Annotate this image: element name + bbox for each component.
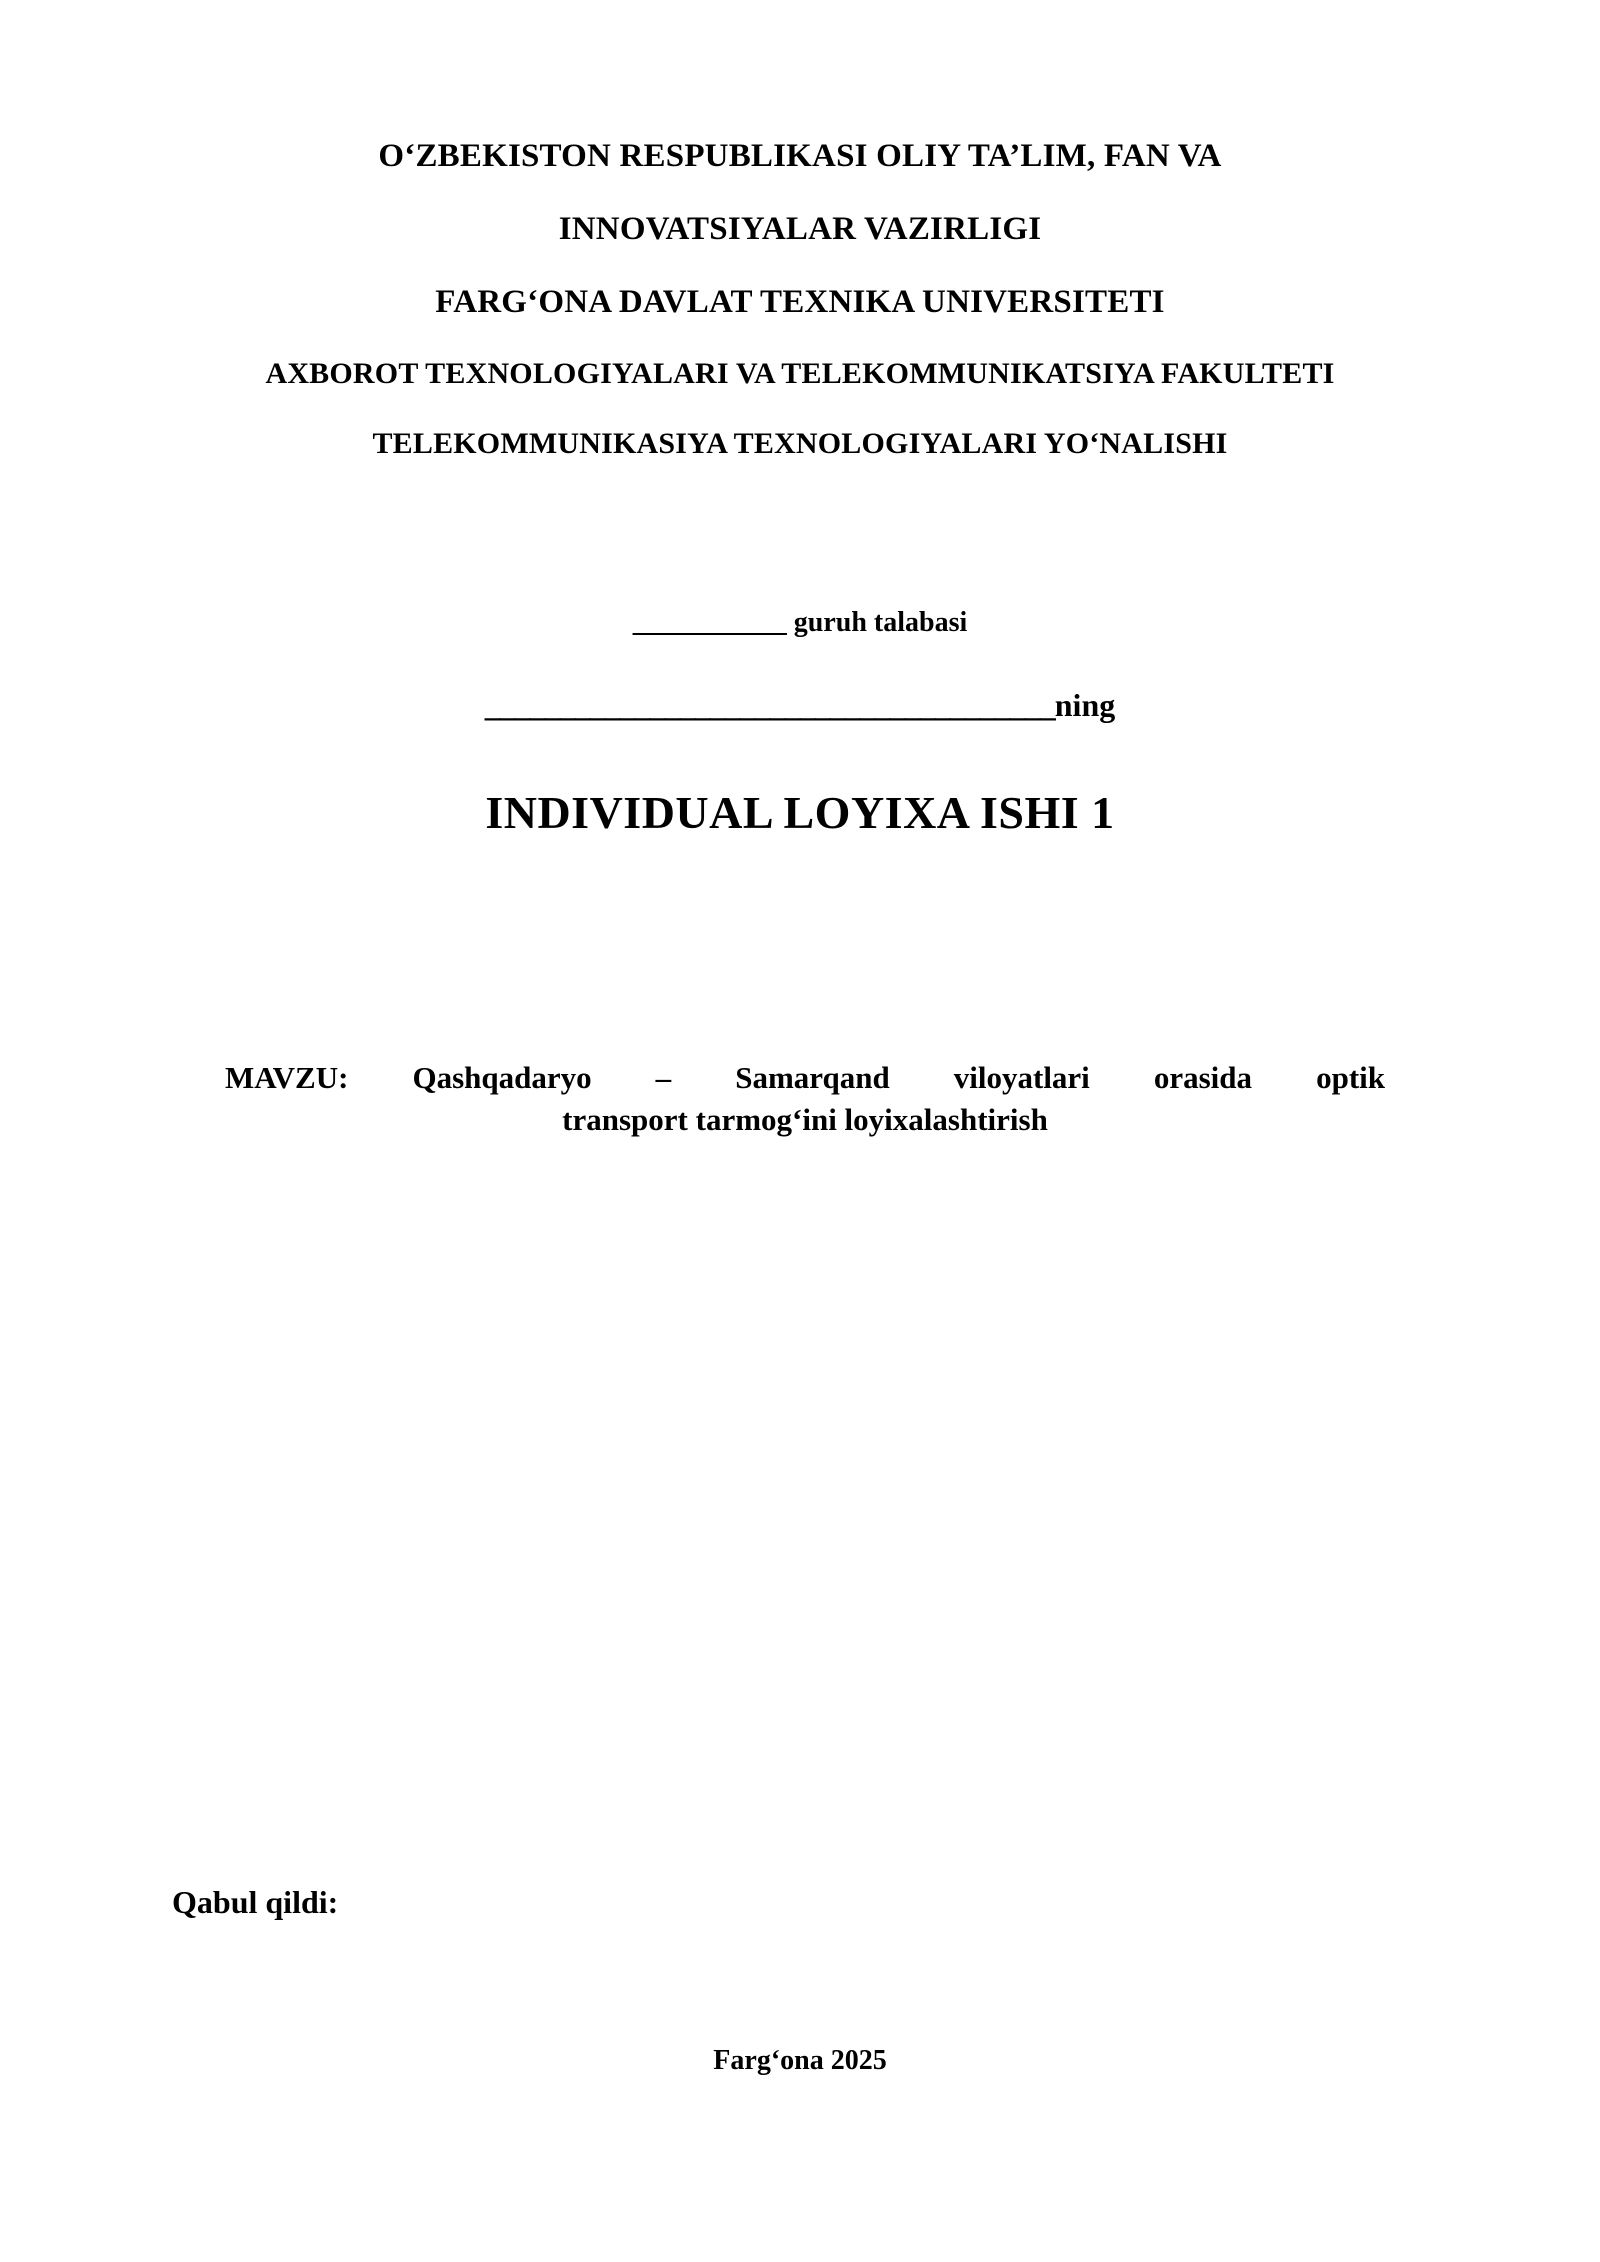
group-field-line <box>0 607 1600 639</box>
subject-block <box>225 1057 1385 1141</box>
header-line-faculty: AXBOROT TEXNOLOGIYALARI VA TELEKOMMUNIKATSIYA FAKULTETI <box>265 357 1335 390</box>
header-line-ministry-2: INNOVATSIYALAR VAZIRLIGI <box>558 211 1042 247</box>
accepted-by-label: Qabul qildi: <box>172 1884 339 1920</box>
subject-line-2: transport tarmog‘ini loyixalashtirish <box>562 1101 1048 1137</box>
institution-header <box>0 0 1600 459</box>
header-line-university: FARG‘ONA DAVLAT TEXNIKA UNIVERSITETI <box>435 284 1165 320</box>
group-label: guruh talabasi <box>786 607 968 638</box>
group-blank-field[interactable]: ___________ <box>632 607 787 638</box>
header-line-direction: TELEKOMMUNIKASIYA TEXNOLOGIYALARI YO‘NALISHI <box>372 427 1228 460</box>
header-line-ministry-1: O‘ZBEKISTON RESPUBLIKASI OLIY TA’LIM, FAN VA <box>378 138 1222 174</box>
footer-city-year: Farg‘ona 2025 <box>713 2045 887 2076</box>
subject-line-1: MAVZU: Qashqadaryo – Samarqand viloyatlari orasida optik <box>225 1060 1385 1095</box>
page-title: INDIVIDUAL LOYIXA ISHI 1 <box>485 787 1115 838</box>
student-name-suffix: ning <box>1054 687 1116 723</box>
student-name-blank-field[interactable]: ______________________________________ <box>484 687 1055 723</box>
student-name-field-line <box>0 687 1600 724</box>
